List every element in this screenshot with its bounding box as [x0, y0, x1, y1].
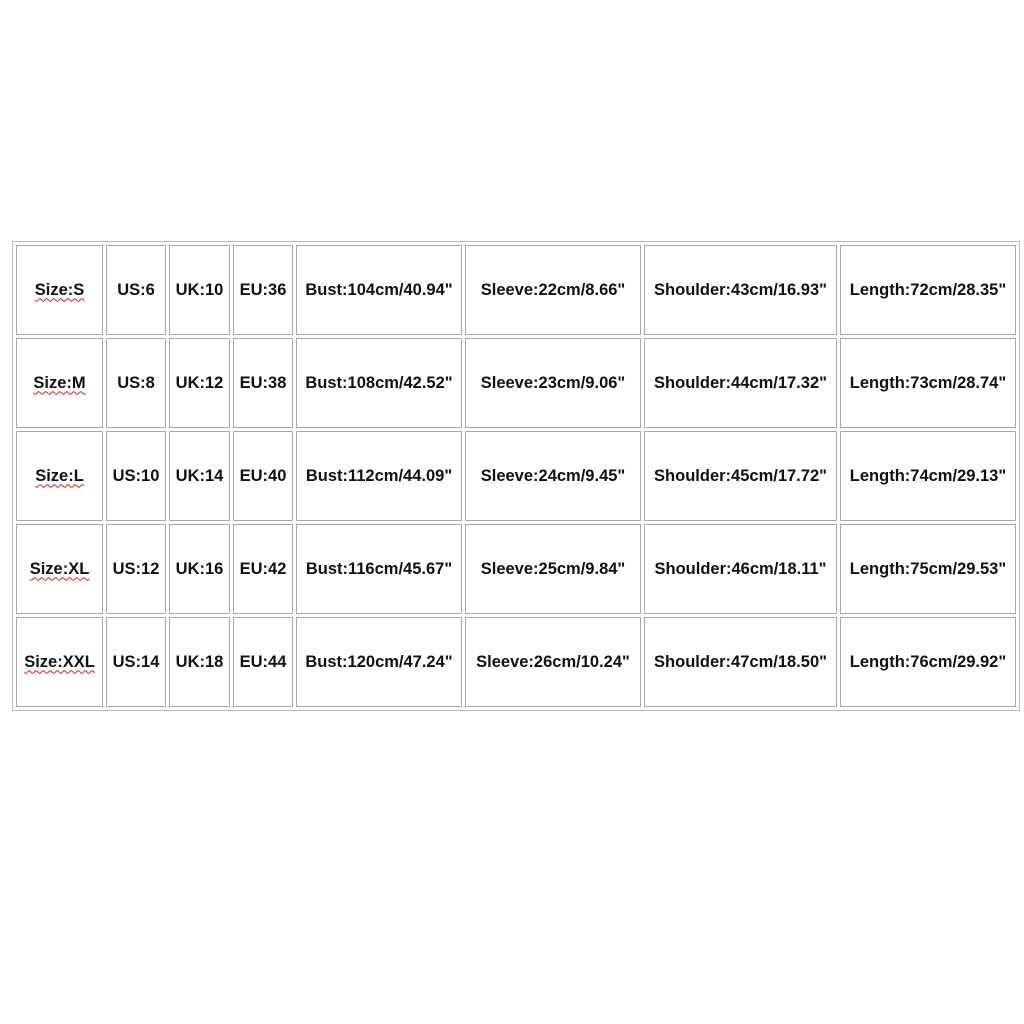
size-label: Size:XXL: [24, 652, 95, 671]
length-cell: Length:75cm/29.53": [840, 524, 1016, 614]
eu-size-cell: EU:36: [233, 245, 293, 335]
us-size-cell: US:6: [106, 245, 166, 335]
uk-size-cell: UK:16: [169, 524, 230, 614]
shoulder-cell: Shoulder:47cm/18.50": [644, 617, 837, 707]
eu-size-cell: EU:40: [233, 431, 293, 521]
size-row-xl: [16, 524, 1016, 614]
size-label: Size:L: [35, 466, 84, 485]
us-size-cell: US:14: [106, 617, 166, 707]
length-cell: Length:72cm/28.35": [840, 245, 1016, 335]
size-label: Size:S: [34, 280, 85, 299]
length-cell: Length:73cm/28.74": [840, 338, 1016, 428]
uk-size-cell: UK:18: [169, 617, 230, 707]
eu-size-cell: EU:38: [233, 338, 293, 428]
bust-cell: Bust:112cm/44.09": [296, 431, 462, 521]
sleeve-cell: Sleeve:23cm/9.06": [465, 338, 641, 428]
uk-size-cell: UK:14: [169, 431, 230, 521]
uk-size-cell: UK:12: [169, 338, 230, 428]
bust-cell: Bust:108cm/42.52": [296, 338, 462, 428]
size-label: Size:XL: [29, 559, 90, 578]
uk-size-cell: UK:10: [169, 245, 230, 335]
shoulder-cell: Shoulder:46cm/18.11": [644, 524, 837, 614]
us-size-cell: US:10: [106, 431, 166, 521]
size-cell: [16, 524, 103, 614]
size-cell: [16, 245, 103, 335]
sleeve-cell: Sleeve:26cm/10.24": [465, 617, 641, 707]
shoulder-cell: Shoulder:43cm/16.93": [644, 245, 837, 335]
sleeve-cell: Sleeve:24cm/9.45": [465, 431, 641, 521]
shoulder-cell: Shoulder:45cm/17.72": [644, 431, 837, 521]
size-row-s: [16, 245, 1016, 335]
size-chart-table: [12, 241, 1020, 711]
eu-size-cell: EU:42: [233, 524, 293, 614]
size-cell: [16, 431, 103, 521]
sleeve-cell: Sleeve:22cm/8.66": [465, 245, 641, 335]
bust-cell: Bust:116cm/45.67": [296, 524, 462, 614]
us-size-cell: US:8: [106, 338, 166, 428]
bust-cell: Bust:104cm/40.94": [296, 245, 462, 335]
length-cell: Length:74cm/29.13": [840, 431, 1016, 521]
sleeve-cell: Sleeve:25cm/9.84": [465, 524, 641, 614]
size-row-l: [16, 431, 1016, 521]
bust-cell: Bust:120cm/47.24": [296, 617, 462, 707]
size-label: Size:M: [33, 373, 86, 392]
eu-size-cell: EU:44: [233, 617, 293, 707]
us-size-cell: US:12: [106, 524, 166, 614]
shoulder-cell: Shoulder:44cm/17.32": [644, 338, 837, 428]
size-cell: [16, 617, 103, 707]
size-cell: [16, 338, 103, 428]
length-cell: Length:76cm/29.92": [840, 617, 1016, 707]
size-row-m: [16, 338, 1016, 428]
size-row-xxl: [16, 617, 1016, 707]
